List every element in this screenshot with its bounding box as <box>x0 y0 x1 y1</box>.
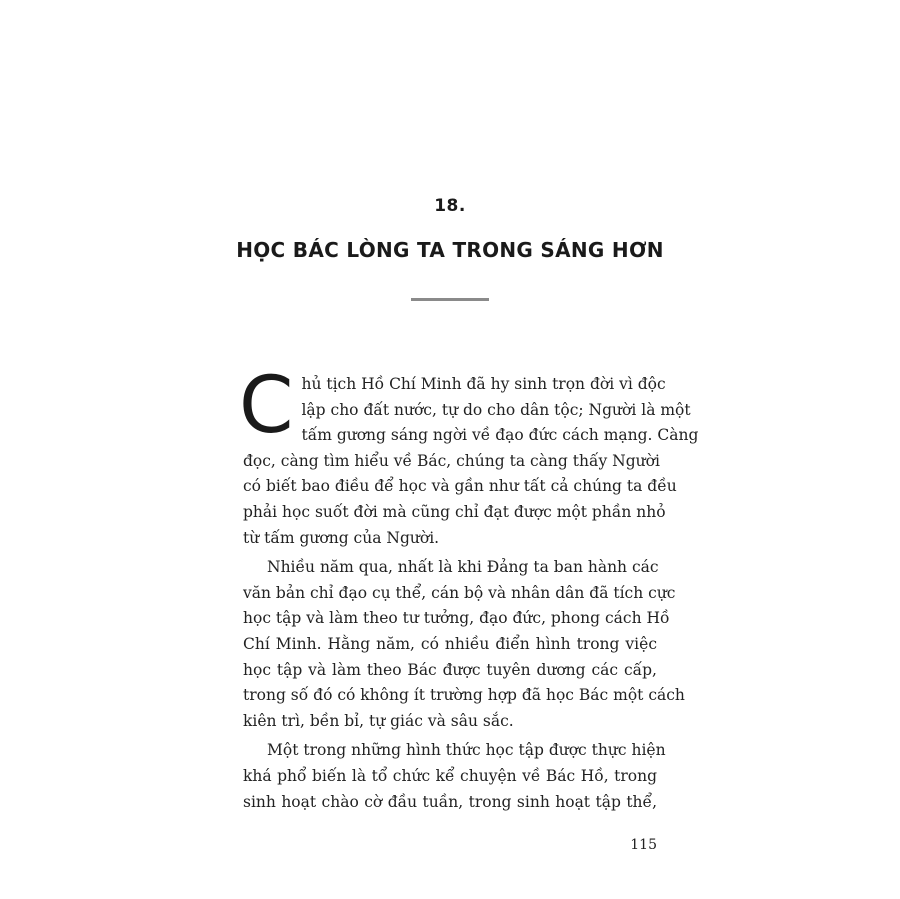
text-line: văn bản chỉ đạo cụ thể, cán bộ và nhân dân đã tích cực <box>243 583 676 602</box>
text-line: từ tấm gương của Người. <box>243 528 440 547</box>
text-line: Chí Minh. Hằng năm, có nhiều điển hình trong việc <box>243 634 657 653</box>
text-line: học tập và làm theo tư tưởng, đạo đức, phong cách Hồ <box>243 609 670 628</box>
paragraph-3 <box>243 738 666 815</box>
body-text <box>239 361 699 819</box>
text-line: hủ tịch Hồ Chí Minh đã hy sinh trọn đời vì độc <box>301 375 666 393</box>
text-line: Nhiều năm qua, nhất là khi Đảng ta ban hành các <box>267 558 659 577</box>
text-line: tấm gương sáng ngời về đạo đức cách mạng. Càng <box>301 426 699 445</box>
paragraph-2 <box>243 555 685 734</box>
text-line: có biết bao điều để học và gần như tất cả chúng ta đều <box>243 477 677 496</box>
text-line: học tập và làm theo Bác được tuyên dương các cấp, <box>243 660 657 679</box>
text-line: sinh hoạt chào cờ đầu tuần, trong sinh hoạt tập thể, <box>243 792 657 811</box>
text-line: phải học suốt đời mà cũng chỉ đạt được một phần nhỏ <box>243 502 666 521</box>
text-line: Một trong những hình thức học tập được thực hiện <box>267 741 666 760</box>
chapter-title: HỌC BÁC LÒNG TA TRONG SÁNG HƠN <box>236 238 664 262</box>
text-line: kiên trì, bền bỉ, tự giác và sâu sắc. <box>243 711 514 730</box>
drop-cap: C <box>239 361 294 451</box>
text-line: khá phổ biến là tổ chức kể chuyện về Bác Hồ, trong <box>243 766 657 785</box>
text-line: đọc, càng tìm hiểu về Bác, chúng ta càng thấy Người <box>243 451 660 470</box>
paragraph-1 <box>239 361 699 551</box>
text-line: lập cho đất nước, tự do cho dân tộc; Người là một <box>301 400 691 419</box>
title-divider <box>411 298 489 301</box>
page-number: 115 <box>630 837 657 853</box>
text-line: trong số đó có không ít trường hợp đã học Bác một cách <box>243 686 685 705</box>
chapter-number: 18. <box>434 196 466 216</box>
